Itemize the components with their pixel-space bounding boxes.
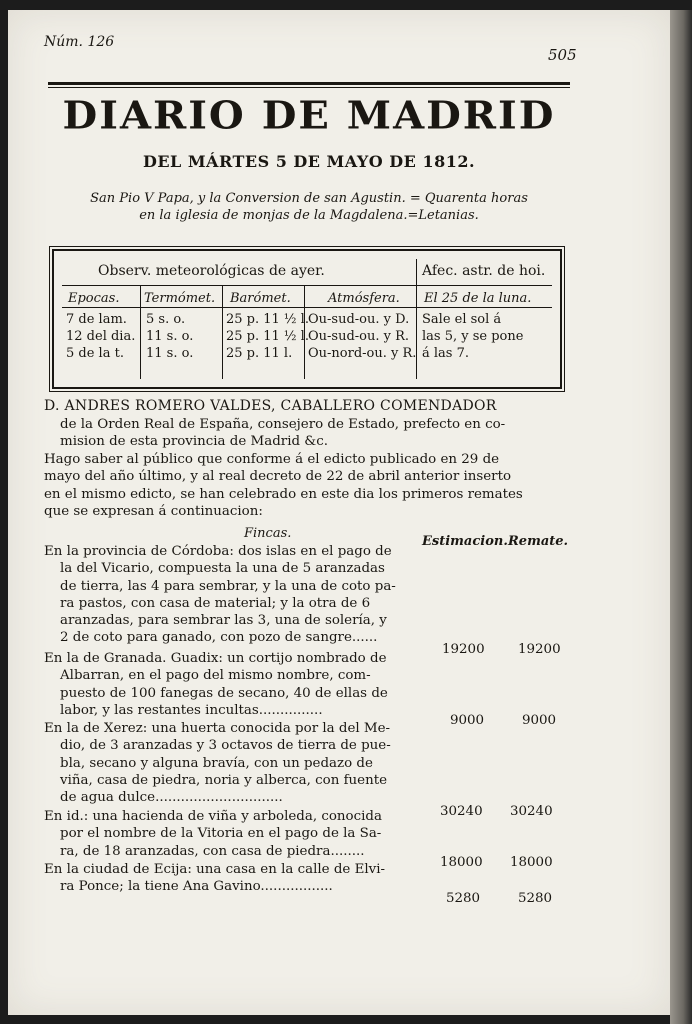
estimacion-value: 5280: [446, 891, 481, 906]
col-termometro: Termómet.: [144, 291, 216, 306]
list-item: En la provincia de Córdoba: dos islas en el pago de la del Vicario, compuesta la una de 5 aranzadas de tierra, las 4 para sembrar, y la una de coto pa- ra pastos, con casa de material; y la otra de 6 aranzadas, para sembrar las 3, una de solería, y 2 de coto para ganado, con pozo de sangre......: [44, 544, 396, 646]
remate-value: 19200: [518, 642, 561, 657]
page-number: 505: [548, 46, 577, 64]
title-rule: [48, 82, 570, 85]
list-item: En la de Xerez: una huerta conocida por la del Me- dio, de 3 aranzadas y 3 octavos de tierra de pue- bla, secano y alguna bravía, con un pedazo de viña, casa de piedra, noria y alberca, con fuente de agua dulce..............................: [44, 721, 391, 806]
atmosfera-cell: Ou-sud-ou. y D. Ou-sud-ou. y R. Ou-nord-ou. y R.: [308, 312, 417, 361]
col-epocas: Epocas.: [68, 291, 120, 306]
saint-line-2: en la iglesia de monjas de la Magdalena.=Letanias.: [139, 208, 479, 223]
barometro-cell: 25 p. 11 ½ l. 25 p. 11 ½ l. 25 p. 11 l.: [226, 312, 309, 361]
notice-body: de la Orden Real de España, consejero de Estado, prefecto en co- mision de esta provincia de Madrid &c.: [60, 417, 506, 450]
estimacion-value: 30240: [440, 804, 483, 819]
remate-value: 5280: [518, 891, 553, 906]
col-atmosfera: Atmósfera.: [328, 291, 400, 306]
termometro-cell: 5 s. o. 11 s. o. 11 s. o.: [146, 312, 194, 361]
table-divider: [62, 285, 552, 286]
issue-number: Núm. 126: [44, 34, 115, 50]
remate-value: 30240: [510, 804, 553, 819]
page-edge-shadow: [670, 10, 692, 1024]
estimacion-value: 18000: [440, 855, 483, 870]
saint-of-day: [46, 190, 572, 224]
astro-cell: Sale el sol á las 5, y se pone á las 7.: [422, 312, 524, 361]
weather-table: [52, 249, 562, 389]
list-item: En la de Granada. Guadix: un cortijo nombrado de Albarran, en el pago del mismo nombre, com- puesto de 100 fanegas de secano, 40 de ellas de labor, y las restantes incultas...............: [44, 651, 388, 718]
estimacion-value: 9000: [450, 713, 485, 728]
weather-heading: Observ. meteorológicas de ayer.: [98, 263, 325, 279]
estimacion-header: Estimacion.: [422, 534, 508, 549]
notice-heading: D. ANDRES ROMERO VALDES, CABALLERO COMENDADOR: [44, 398, 497, 414]
estimacion-value: 19200: [442, 642, 485, 657]
astro-heading: Afec. astr. de hoi.: [422, 263, 546, 279]
col-luna: El 25 de la luna.: [424, 291, 532, 306]
epoca-cell: 7 de lam. 12 del dia. 5 de la t.: [66, 312, 136, 361]
saint-line-1: San Pio V Papa, y la Conversion de san Agustin. = Quarenta horas: [90, 191, 528, 206]
issue-date: DEL MÁRTES 5 DE MAYO DE 1812.: [142, 152, 476, 171]
list-item: En la ciudad de Ecija: una casa en la calle de Elvi- ra Ponce; la tiene Ana Gavino.................: [44, 862, 386, 895]
table-divider: [140, 285, 141, 379]
masthead-title: DIARIO DE MADRID: [62, 93, 556, 138]
fincas-header: Fincas.: [244, 526, 292, 541]
remate-value: 9000: [522, 713, 557, 728]
title-rule-thin: [48, 87, 570, 88]
remate-value: 18000: [510, 855, 553, 870]
table-divider: [62, 307, 552, 308]
remate-header: Remate.: [508, 534, 569, 549]
table-divider: [222, 285, 223, 379]
col-barometro: Barómet.: [230, 291, 291, 306]
list-item: En id.: una hacienda de viña y arboleda, conocida por el nombre de la Vitoria en el pago de la Sa- ra, de 18 aranzadas, con casa de piedra........: [44, 809, 382, 859]
notice-paragraph: Hago saber al público que conforme á el edicto publicado en 29 de mayo del año último, y al real decreto de 22 de abril anterior inserto en el mismo edicto, se han celebrado en este dia los primeros remates que se expresan á continuacion:: [44, 452, 523, 519]
